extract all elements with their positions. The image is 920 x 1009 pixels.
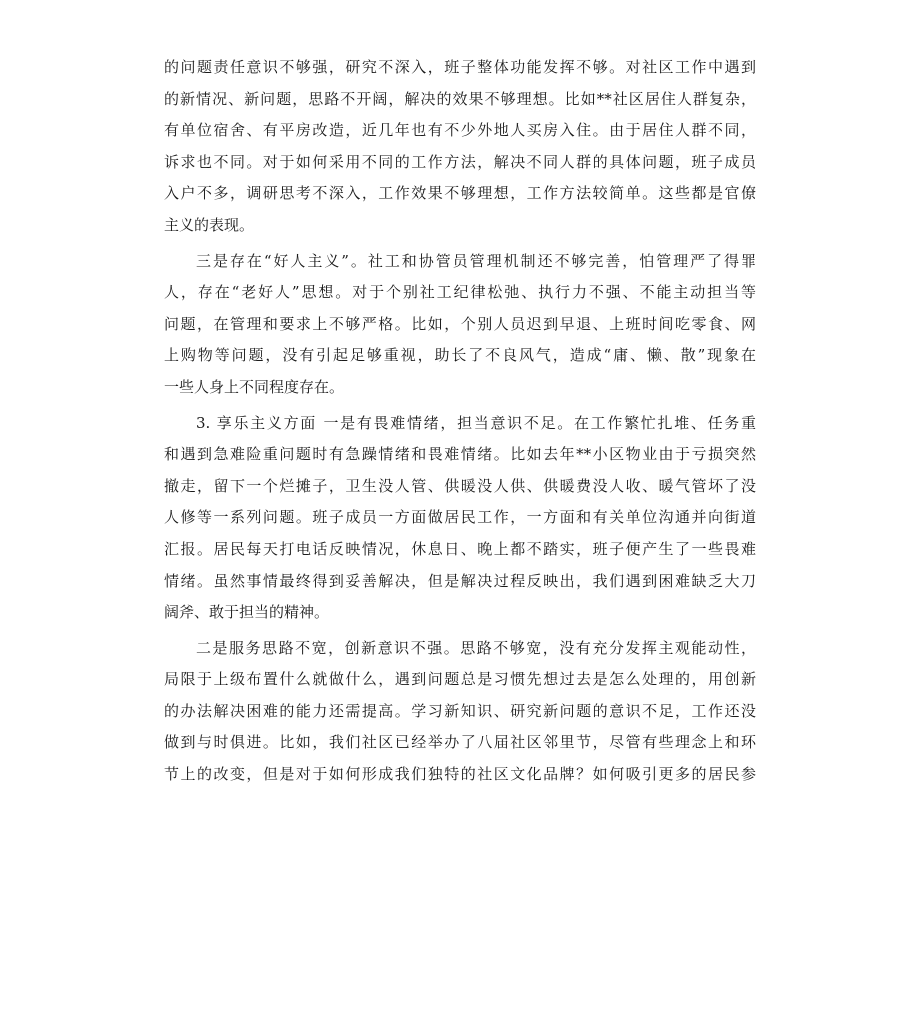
text-line: 入户不多，调研思考不深入，工作效果不够理想，工作方法较简单。这些都是官僚 <box>164 184 756 203</box>
paragraph-bureaucratism <box>164 52 756 242</box>
paragraph-service-thinking <box>164 633 756 791</box>
paragraph-good-person-ism <box>164 246 756 404</box>
text-line: 人，存在“老好人”思想。对于个别社工纪律松弛、执行力不强、不能主动担当等 <box>164 283 756 302</box>
text-line: 汇报。居民每天打电话反映情况，休息日、晚上都不踏实，班子便产生了一些畏难 <box>164 539 756 558</box>
text-line: 主义的表现。 <box>164 215 255 234</box>
text-line: 局限于上级布置什么就做什么，遇到问题总是习惯先想过去是怎么处理的，用创新 <box>164 670 756 689</box>
text-line: 的新情况、新问题，思路不开阔，解决的效果不够理想。比如**社区居住人群复杂， <box>164 89 756 108</box>
text-line: 问题，在管理和要求上不够严格。比如，个别人员迟到早退、上班时间吃零食、网 <box>164 314 756 333</box>
text-line: 有单位宿舍、有平房改造，近几年也有不少外地人买房入住。由于居住人群不同， <box>164 121 756 140</box>
text-line: 情绪。虽然事情最终得到妥善解决，但是解决过程反映出，我们遇到困难缺乏大刀 <box>164 571 756 590</box>
text-line: 撤走，留下一个烂摊子，卫生没人管、供暖没人供、供暖费没人收、暖气管坏了没 <box>164 476 756 495</box>
paragraph-hedonism <box>164 408 756 629</box>
document-page <box>164 52 756 795</box>
text-line: 3. 享乐主义方面 一是有畏难情绪，担当意识不足。在工作繁忙扎堆、任务重 <box>196 413 756 432</box>
text-line: 一些人身上不同程度存在。 <box>164 377 345 396</box>
text-line: 三是存在“好人主义”。社工和协管员管理机制还不够完善，怕管理严了得罪 <box>196 251 756 270</box>
text-line: 二是服务思路不宽，创新意识不强。思路不够宽，没有充分发挥主观能动性， <box>196 638 756 657</box>
text-line: 诉求也不同。对于如何采用不同的工作方法，解决不同人群的具体问题，班子成员 <box>164 152 756 171</box>
text-line: 人修等一系列问题。班子成员一方面做居民工作，一方面和有关单位沟通并向街道 <box>164 508 756 527</box>
text-line: 的问题责任意识不够强，研究不深入，班子整体功能发挥不够。对社区工作中遇到 <box>164 58 756 76</box>
text-line: 阔斧、敢于担当的精神。 <box>164 603 330 622</box>
text-line: 的办法解决困难的能力还需提高。学习新知识、研究新问题的意识不足，工作还没 <box>164 701 756 720</box>
text-line: 节上的改变，但是对于如何形成我们独特的社区文化品牌？如何吸引更多的居民参 <box>164 765 756 784</box>
text-line: 做到与时俱进。比如，我们社区已经举办了八届社区邻里节，尽管有些理念上和环 <box>164 733 756 752</box>
text-line: 和遇到急难险重问题时有急躁情绪和畏难情绪。比如去年**小区物业由于亏损突然 <box>164 445 756 464</box>
text-line: 上购物等问题，没有引起足够重视，助长了不良风气，造成“庸、懒、散”现象在 <box>164 346 756 365</box>
